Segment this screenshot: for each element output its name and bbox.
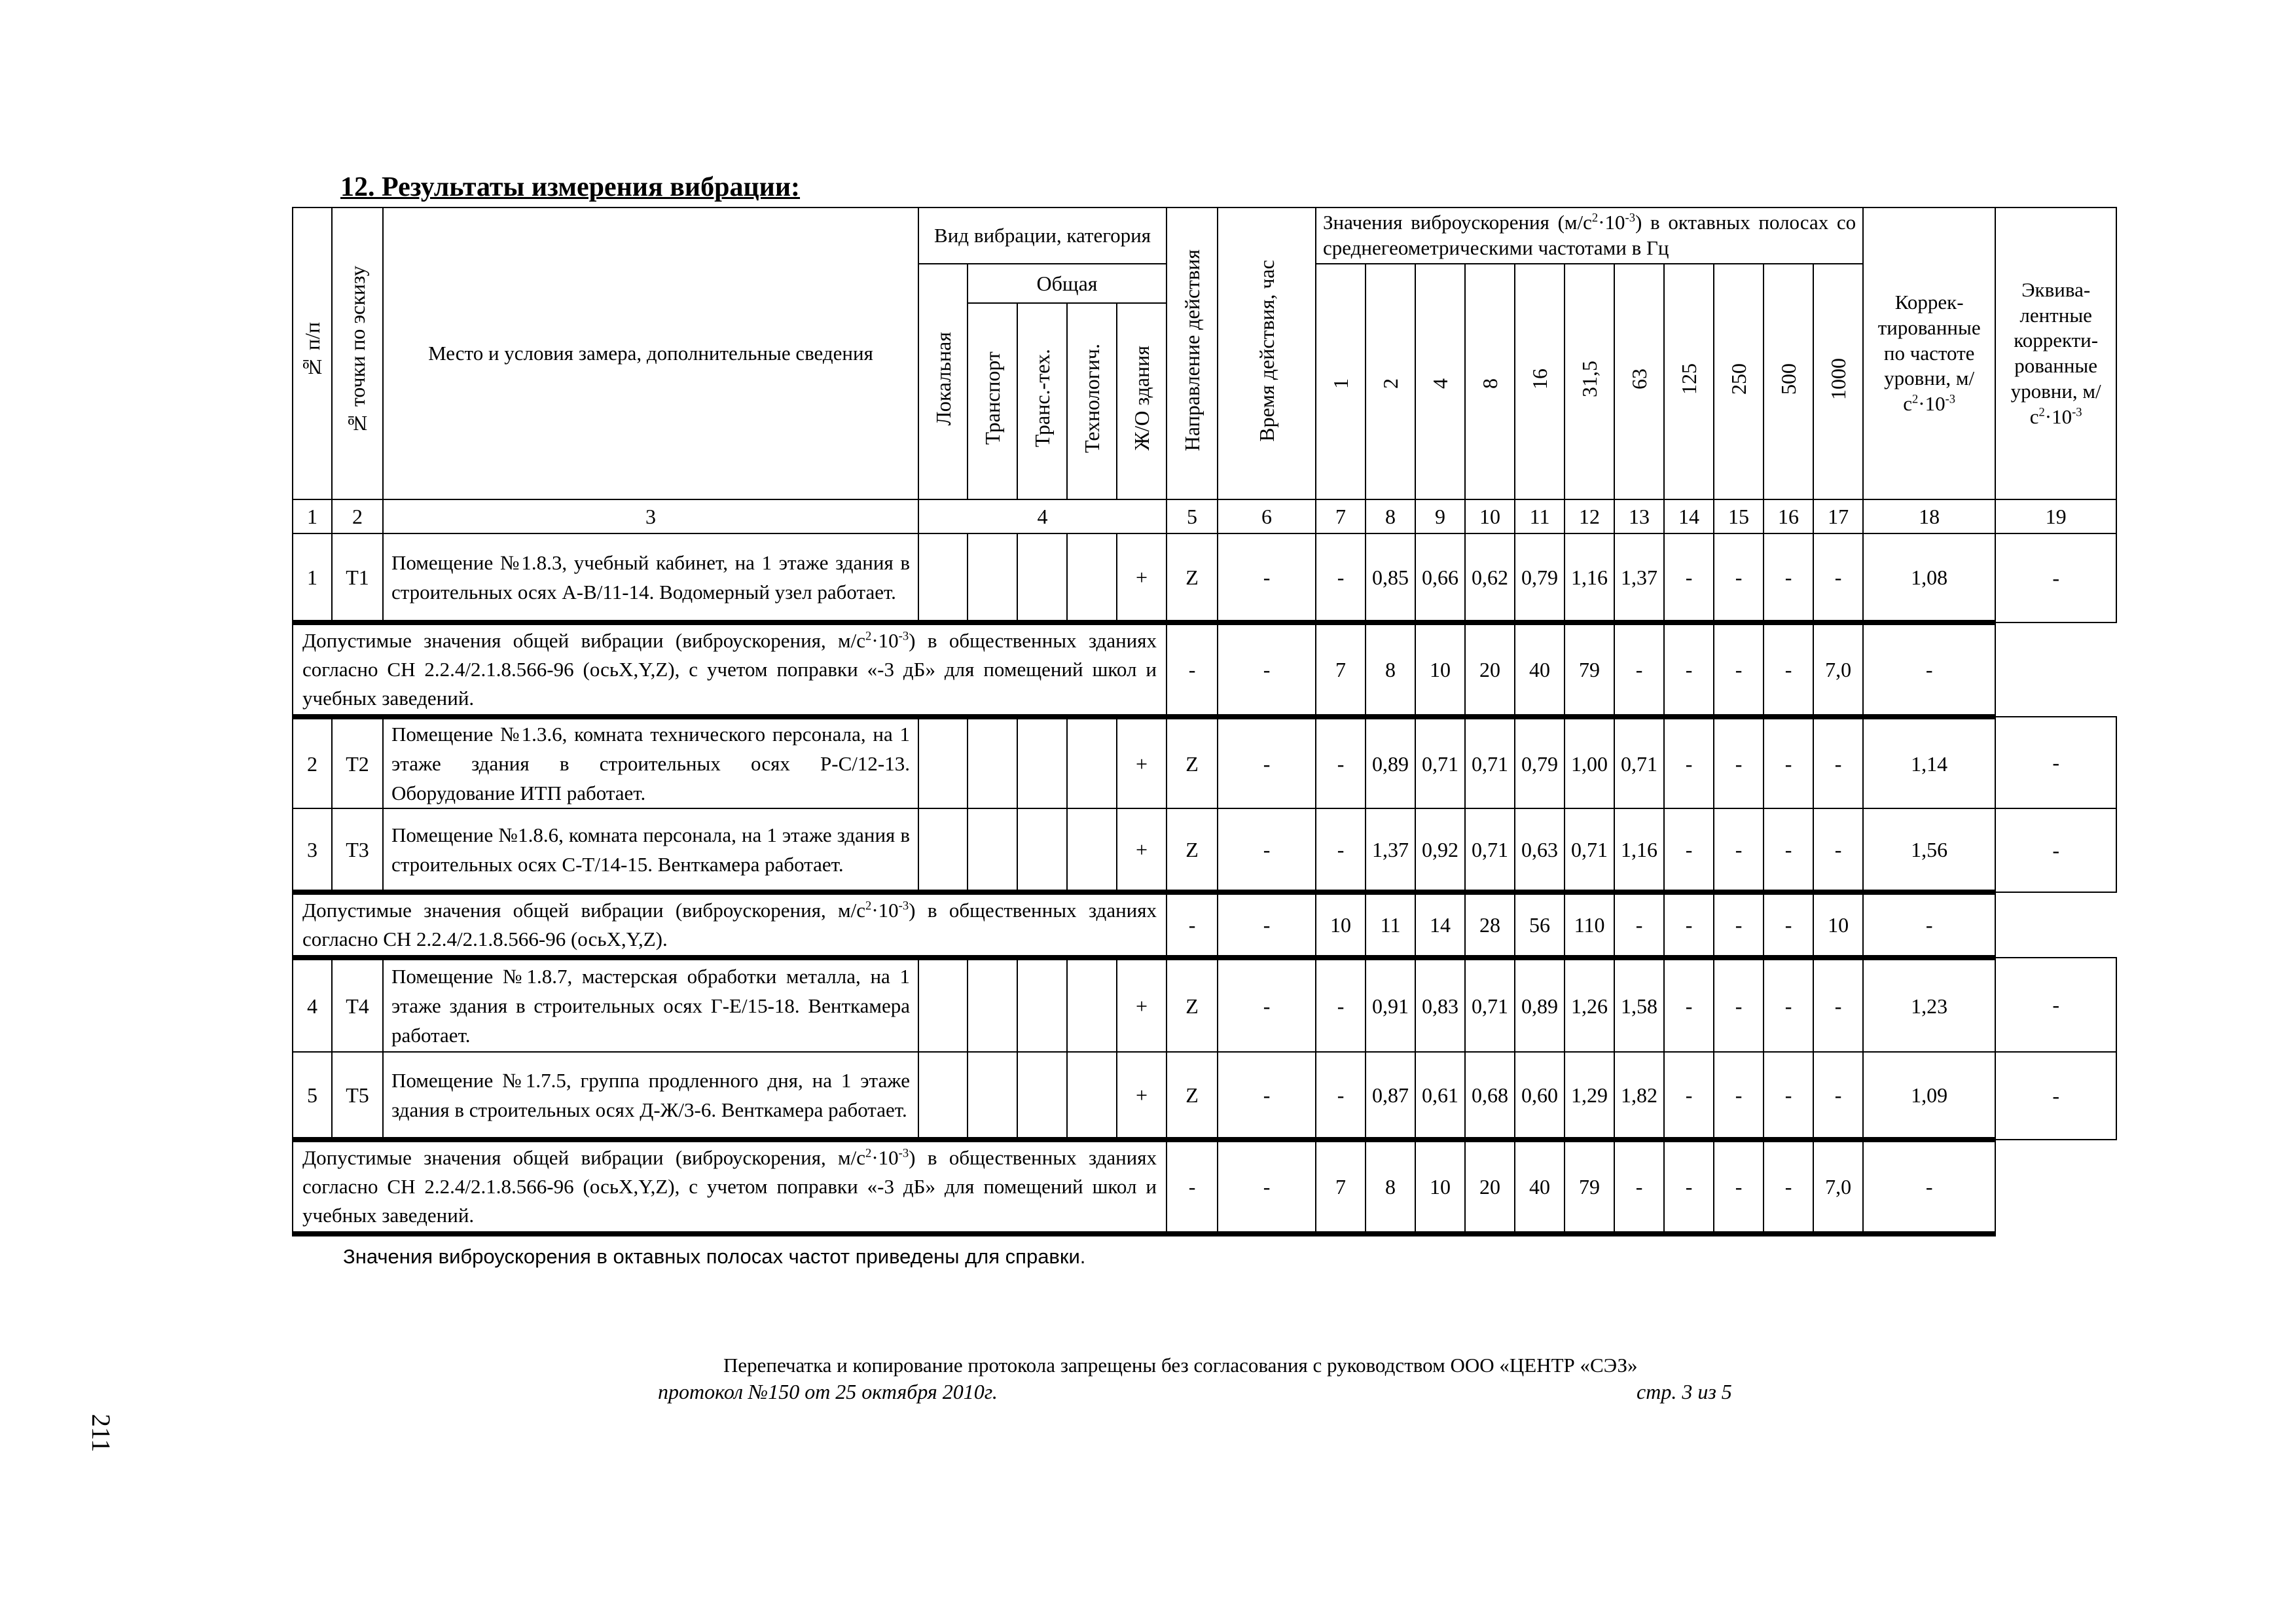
kind-building-mark: + bbox=[1117, 533, 1167, 623]
kind-transport bbox=[968, 958, 1017, 1052]
column-number-row: 1 2 3 4 5 6 7 8 9 10 11 12 13 14 15 16 17 18 19 bbox=[293, 499, 2116, 533]
octave-value: 0,68 bbox=[1465, 1052, 1515, 1140]
octave-value: - bbox=[1664, 1052, 1714, 1140]
octave-value: - bbox=[1664, 533, 1714, 623]
norm-duration: - bbox=[1167, 623, 1218, 717]
duration: - bbox=[1218, 533, 1316, 623]
norm-octave-value: 110 bbox=[1565, 892, 1614, 958]
octave-value: 1,29 bbox=[1565, 1052, 1614, 1140]
corrected-level: 1,14 bbox=[1863, 717, 1995, 808]
norm-equivalent-level: - bbox=[1863, 623, 1995, 717]
octave-value: 0,92 bbox=[1415, 808, 1465, 892]
header-equivalent: Эквива-лентные корректи-рованные уровни, $м/с^2\cdot 10^{-3}$ bbox=[1995, 208, 2116, 499]
octave-value: - bbox=[1316, 958, 1366, 1052]
norm-octave-value: 56 bbox=[1515, 892, 1565, 958]
direction: Z bbox=[1167, 808, 1218, 892]
norm-octave-value: - bbox=[1714, 623, 1764, 717]
norm-octave-value: 28 bbox=[1465, 892, 1515, 958]
octave-value: - bbox=[1714, 717, 1764, 808]
octave-value: - bbox=[1813, 1052, 1863, 1140]
footer-protocol: протокол №150 от 25 октября 2010г. bbox=[658, 1380, 998, 1403]
footer-copyright: Перепечатка и копирование протокола запрещены без согласования с руководством ООО «ЦЕНТР «СЭЗ» bbox=[723, 1354, 1638, 1377]
header-freq-1: 1 bbox=[1316, 264, 1366, 499]
norm-octave-value: 10 bbox=[1316, 892, 1366, 958]
header-freq-2: 2 bbox=[1366, 264, 1415, 499]
row-number: 1 bbox=[293, 533, 332, 623]
norm-octave-value: - bbox=[1764, 623, 1813, 717]
norm-octave-value: 11 bbox=[1366, 892, 1415, 958]
kind-transtech bbox=[1017, 533, 1067, 623]
direction: Z bbox=[1167, 1052, 1218, 1140]
header-freq-4: 4 bbox=[1415, 264, 1465, 499]
equivalent-level: - bbox=[1995, 717, 2116, 808]
octave-value: 0,61 bbox=[1415, 1052, 1465, 1140]
norm-description: Допустимые значения общей вибрации (виброускорения, $м/с^2\cdot 10^{-3}$) в общественных зданиях согласно СН 2.2.4/2.1.8.566-96 (осьX,Y,Z). bbox=[293, 892, 1167, 958]
kind-transtech bbox=[1017, 958, 1067, 1052]
measurement-row bbox=[293, 808, 2116, 892]
norm-octave-value: 7 bbox=[1316, 623, 1366, 717]
norm-octave-value: 14 bbox=[1415, 892, 1465, 958]
section-title: 12. Результаты измерения вибрации: bbox=[340, 172, 801, 202]
header-freq-1000: 1000 bbox=[1813, 264, 1863, 499]
norm-octave-value: 79 bbox=[1565, 623, 1614, 717]
reference-note: Значения виброускорения в октавных полосах частот приведены для справки. bbox=[343, 1245, 1086, 1268]
norm-octave-value: - bbox=[1714, 1140, 1764, 1234]
octave-value: 0,71 bbox=[1465, 808, 1515, 892]
norm-octave-value: - bbox=[1218, 623, 1316, 717]
octave-value: 0,60 bbox=[1515, 1052, 1565, 1140]
vibration-results-table bbox=[292, 207, 2117, 1236]
octave-value: 0,79 bbox=[1515, 533, 1565, 623]
octave-value: 1,16 bbox=[1565, 533, 1614, 623]
octave-value: - bbox=[1664, 958, 1714, 1052]
octave-value: 0,85 bbox=[1366, 533, 1415, 623]
row-number: 5 bbox=[293, 1052, 332, 1140]
kind-transport bbox=[968, 1052, 1017, 1140]
octave-value: 0,79 bbox=[1515, 717, 1565, 808]
header-general: Общая bbox=[968, 264, 1167, 303]
corrected-level: 1,08 bbox=[1863, 533, 1995, 623]
header-freq-16: 16 bbox=[1515, 264, 1565, 499]
norm-equivalent-level: - bbox=[1863, 892, 1995, 958]
octave-value: - bbox=[1764, 958, 1813, 1052]
norm-octave-value: - bbox=[1664, 623, 1714, 717]
octave-value: - bbox=[1316, 808, 1366, 892]
kind-transport bbox=[968, 808, 1017, 892]
page-number: 211 bbox=[86, 1414, 116, 1453]
octave-value: 1,37 bbox=[1366, 808, 1415, 892]
place-description: Помещение №1.3.6, комната технического персонала, на 1 этаже здания в строительных осях Р-С/12-13. Оборудование ИТП работает. bbox=[383, 717, 918, 808]
kind-tech bbox=[1067, 958, 1117, 1052]
octave-value: - bbox=[1714, 808, 1764, 892]
octave-value: - bbox=[1714, 1052, 1764, 1140]
header-building: Ж/О здания bbox=[1117, 303, 1167, 499]
octave-value: - bbox=[1813, 958, 1863, 1052]
norm-row bbox=[293, 892, 2116, 958]
norm-octave-value: - bbox=[1614, 1140, 1664, 1234]
direction: Z bbox=[1167, 717, 1218, 808]
octave-value: 0,62 bbox=[1465, 533, 1515, 623]
header-freq-125: 125 bbox=[1664, 264, 1714, 499]
place-description: Помещение №1.7.5, группа продленного дня, на 1 этаже здания в строительных осях Д-Ж/3-6. Венткамера работает. bbox=[383, 1052, 918, 1140]
kind-local bbox=[918, 808, 968, 892]
header-freq-250: 250 bbox=[1714, 264, 1764, 499]
place-description: Помещение №1.8.6, комната персонала, на 1 этаже здания в строительных осях С-Т/14-15. Венткамера работает. bbox=[383, 808, 918, 892]
norm-octave-value: 8 bbox=[1366, 623, 1415, 717]
octave-value: - bbox=[1664, 808, 1714, 892]
direction: Z bbox=[1167, 533, 1218, 623]
kind-tech bbox=[1067, 808, 1117, 892]
norm-description: Допустимые значения общей вибрации (виброускорения, $м/с^2\cdot 10^{-3}$) в общественных зданиях согласно СН 2.2.4/2.1.8.566-96 (осьX,Y,Z), с учетом поправки «-3 дБ» для помещений школ и учебных заведений. bbox=[293, 1140, 1167, 1234]
kind-local bbox=[918, 533, 968, 623]
norm-octave-value: - bbox=[1764, 892, 1813, 958]
norm-octave-value: - bbox=[1614, 892, 1664, 958]
octave-value: 1,82 bbox=[1614, 1052, 1664, 1140]
norm-octave-value: 10 bbox=[1415, 1140, 1465, 1234]
duration: - bbox=[1218, 1052, 1316, 1140]
octave-value: 0,91 bbox=[1366, 958, 1415, 1052]
kind-building-mark: + bbox=[1117, 808, 1167, 892]
norm-octave-value: 10 bbox=[1415, 623, 1465, 717]
octave-value: 0,71 bbox=[1614, 717, 1664, 808]
norm-row bbox=[293, 623, 2116, 717]
header-direction: Направление действия bbox=[1167, 208, 1218, 499]
point-id: Т4 bbox=[332, 958, 383, 1052]
header-values: Значения виброускорения $(м/с^2\cdot 10^{-3})$ в октавных полосах со среднегеометрическими частотами в Гц bbox=[1316, 208, 1863, 264]
octave-value: 0,87 bbox=[1366, 1052, 1415, 1140]
measurement-row bbox=[293, 1052, 2116, 1140]
measurement-row bbox=[293, 533, 2116, 623]
measurement-row bbox=[293, 958, 2116, 1052]
norm-octave-value: - bbox=[1664, 1140, 1714, 1234]
octave-value: 0,89 bbox=[1366, 717, 1415, 808]
kind-building-mark: + bbox=[1117, 717, 1167, 808]
header-np: № п/п bbox=[293, 208, 332, 499]
norm-corrected-level: 10 bbox=[1813, 892, 1863, 958]
norm-row bbox=[293, 1140, 2116, 1234]
header-time: Время действия, час bbox=[1218, 208, 1316, 499]
duration: - bbox=[1218, 717, 1316, 808]
kind-transtech bbox=[1017, 1052, 1067, 1140]
octave-value: - bbox=[1764, 533, 1813, 623]
point-id: Т3 bbox=[332, 808, 383, 892]
kind-tech bbox=[1067, 717, 1117, 808]
norm-octave-value: - bbox=[1764, 1140, 1813, 1234]
norm-octave-value: - bbox=[1664, 892, 1714, 958]
duration: - bbox=[1218, 958, 1316, 1052]
octave-value: 1,58 bbox=[1614, 958, 1664, 1052]
kind-tech bbox=[1067, 1052, 1117, 1140]
measurement-row bbox=[293, 717, 2116, 808]
octave-value: - bbox=[1316, 533, 1366, 623]
norm-octave-value: - bbox=[1218, 1140, 1316, 1234]
row-number: 4 bbox=[293, 958, 332, 1052]
kind-local bbox=[918, 958, 968, 1052]
octave-value: - bbox=[1764, 808, 1813, 892]
corrected-level: 1,09 bbox=[1863, 1052, 1995, 1140]
place-description: Помещение №1.8.7, мастерская обработки металла, на 1 этаже здания в строительных осях Г-Е/15-18. Венткамера работает. bbox=[383, 958, 918, 1052]
norm-octave-value: - bbox=[1714, 892, 1764, 958]
kind-transport bbox=[968, 533, 1017, 623]
norm-duration: - bbox=[1167, 892, 1218, 958]
kind-building-mark: + bbox=[1117, 1052, 1167, 1140]
point-id: Т5 bbox=[332, 1052, 383, 1140]
equivalent-level: - bbox=[1995, 533, 2116, 623]
octave-value: - bbox=[1664, 717, 1714, 808]
octave-value: - bbox=[1316, 717, 1366, 808]
footer-page: стр. 3 из 5 bbox=[1637, 1380, 1732, 1403]
header-tech: Технологич. bbox=[1067, 303, 1117, 499]
norm-octave-value: 20 bbox=[1465, 1140, 1515, 1234]
direction: Z bbox=[1167, 958, 1218, 1052]
kind-transtech bbox=[1017, 717, 1067, 808]
kind-transport bbox=[968, 717, 1017, 808]
norm-octave-value: - bbox=[1218, 892, 1316, 958]
octave-value: - bbox=[1764, 1052, 1813, 1140]
kind-building-mark: + bbox=[1117, 958, 1167, 1052]
norm-description: Допустимые значения общей вибрации (виброускорения, $м/с^2\cdot 10^{-3}$) в общественных зданиях согласно СН 2.2.4/2.1.8.566-96 (осьX,Y,Z), с учетом поправки «-3 дБ» для помещений школ и учебных заведений. bbox=[293, 623, 1167, 717]
corrected-level: 1,23 bbox=[1863, 958, 1995, 1052]
octave-value: 0,71 bbox=[1465, 958, 1515, 1052]
octave-value: 0,63 bbox=[1515, 808, 1565, 892]
octave-value: 0,71 bbox=[1565, 808, 1614, 892]
norm-octave-value: 40 bbox=[1515, 623, 1565, 717]
point-id: Т2 bbox=[332, 717, 383, 808]
octave-value: 0,71 bbox=[1415, 717, 1465, 808]
octave-value: - bbox=[1764, 717, 1813, 808]
octave-value: 1,16 bbox=[1614, 808, 1664, 892]
octave-value: - bbox=[1813, 533, 1863, 623]
equivalent-level: - bbox=[1995, 808, 2116, 892]
header-transport: Транспорт bbox=[968, 303, 1017, 499]
point-id: Т1 bbox=[332, 533, 383, 623]
norm-corrected-level: 7,0 bbox=[1813, 1140, 1863, 1234]
header-freq-63: 63 bbox=[1614, 264, 1664, 499]
octave-value: 0,83 bbox=[1415, 958, 1465, 1052]
equivalent-level: - bbox=[1995, 1052, 2116, 1140]
norm-octave-value: - bbox=[1614, 623, 1664, 717]
norm-corrected-level: 7,0 bbox=[1813, 623, 1863, 717]
header-point: № точки по эскизу bbox=[332, 208, 383, 499]
norm-octave-value: 40 bbox=[1515, 1140, 1565, 1234]
corrected-level: 1,56 bbox=[1863, 808, 1995, 892]
header-local: Локальная bbox=[918, 264, 968, 499]
kind-local bbox=[918, 717, 968, 808]
kind-local bbox=[918, 1052, 968, 1140]
header-freq-500: 500 bbox=[1764, 264, 1813, 499]
octave-value: - bbox=[1714, 533, 1764, 623]
octave-value: 1,37 bbox=[1614, 533, 1664, 623]
place-description: Помещение №1.8.3, учебный кабинет, на 1 этаже здания в строительных осях А-В/11-14. Водомерный узел работает. bbox=[383, 533, 918, 623]
norm-octave-value: 8 bbox=[1366, 1140, 1415, 1234]
octave-value: - bbox=[1316, 1052, 1366, 1140]
norm-octave-value: 7 bbox=[1316, 1140, 1366, 1234]
octave-value: 1,00 bbox=[1565, 717, 1614, 808]
octave-value: 1,26 bbox=[1565, 958, 1614, 1052]
header-transtech: Транс.-тех. bbox=[1017, 303, 1067, 499]
norm-octave-value: 79 bbox=[1565, 1140, 1614, 1234]
octave-value: 0,89 bbox=[1515, 958, 1565, 1052]
header-freq-8: 8 bbox=[1465, 264, 1515, 499]
header-place: Место и условия замера, дополнительные сведения bbox=[383, 208, 918, 499]
header-corrected: Коррек-тированные по частоте уровни, $м/с^2\cdot 10^{-3}$ bbox=[1863, 208, 1995, 499]
duration: - bbox=[1218, 808, 1316, 892]
equivalent-level: - bbox=[1995, 958, 2116, 1052]
norm-equivalent-level: - bbox=[1863, 1140, 1995, 1234]
norm-duration: - bbox=[1167, 1140, 1218, 1234]
octave-value: 0,66 bbox=[1415, 533, 1465, 623]
header-kind: Вид вибрации, категория bbox=[918, 208, 1167, 264]
row-number: 3 bbox=[293, 808, 332, 892]
header-freq-31-5: 31,5 bbox=[1565, 264, 1614, 499]
octave-value: - bbox=[1813, 808, 1863, 892]
kind-transtech bbox=[1017, 808, 1067, 892]
row-number: 2 bbox=[293, 717, 332, 808]
norm-octave-value: 20 bbox=[1465, 623, 1515, 717]
octave-value: - bbox=[1714, 958, 1764, 1052]
octave-value: - bbox=[1813, 717, 1863, 808]
kind-tech bbox=[1067, 533, 1117, 623]
octave-value: 0,71 bbox=[1465, 717, 1515, 808]
